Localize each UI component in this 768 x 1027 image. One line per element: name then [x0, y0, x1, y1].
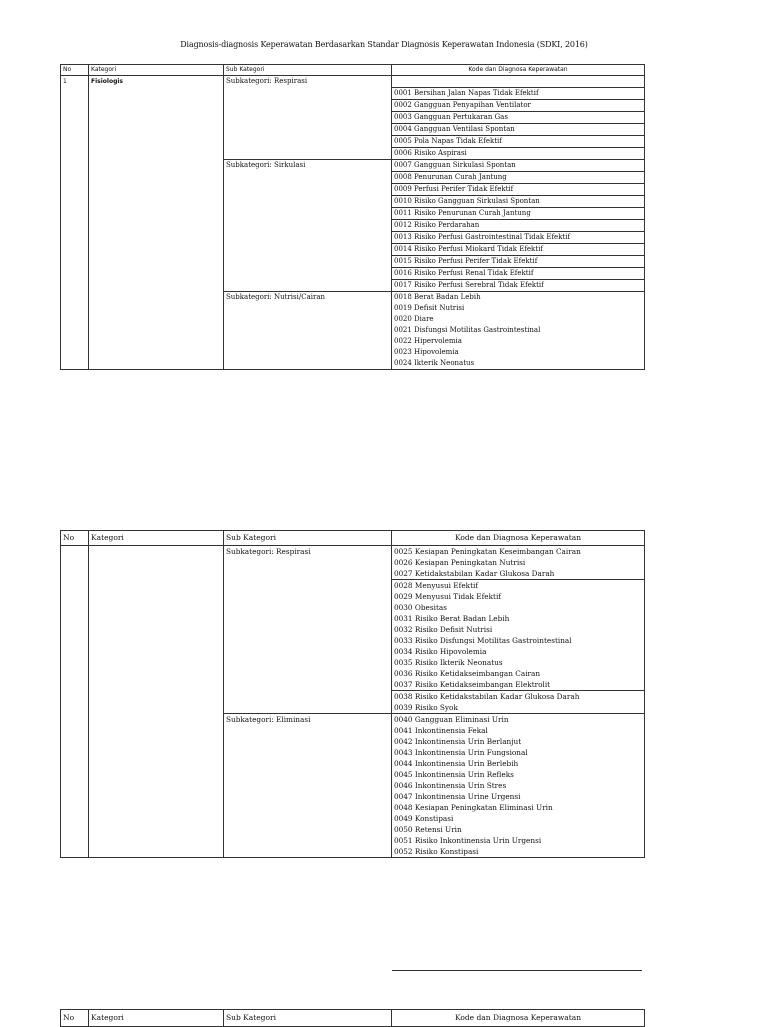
- signature-line: [392, 970, 642, 971]
- diagnosis-cell: 0013 Risiko Perfusi Gastrointestinal Tidak Efektif: [392, 232, 645, 244]
- table-row: [61, 546, 645, 558]
- diagnosis-cell: 0002 Gangguan Penyapihan Ventilator: [392, 100, 645, 112]
- diagnosis-cell: 0006 Risiko Aspirasi: [392, 148, 645, 160]
- subcategory-cell: Subkategori: Respirasi: [224, 546, 392, 714]
- diagnosis-cell: 0005 Pola Napas Tidak Efektif: [392, 136, 645, 148]
- diagnosis-cell: 0034 Risiko Hipovolemia: [392, 646, 645, 657]
- header-no: No: [61, 531, 89, 546]
- diagnosis-cell: 0020 Diare: [392, 314, 645, 325]
- diagnosis-cell: 0042 Inkontinensia Urin Berlanjut: [392, 736, 645, 747]
- table-header-row: [61, 531, 645, 546]
- diagnosis-cell: 0033 Risiko Disfungsi Motilitas Gastrointestinal: [392, 635, 645, 646]
- diagnosis-cell: 0030 Obesitas: [392, 602, 645, 613]
- subcategory-cell: Subkategori: Nutrisi/Cairan: [224, 292, 392, 370]
- diagnosis-cell: 0027 Ketidakstabilan Kadar Glukosa Darah: [392, 568, 645, 580]
- diagnosis-cell: 0026 Kesiapan Peningkatan Nutrisi: [392, 557, 645, 568]
- header-kode-diagnosa: Kode dan Diagnosa Keperawatan: [392, 531, 645, 546]
- diagnosis-cell: 0041 Inkontinensia Fekal: [392, 725, 645, 736]
- subcategory-cell: Subkategori: Sirkulasi: [224, 160, 392, 292]
- diagnosis-cell: [392, 76, 645, 88]
- diagnosis-cell: 0038 Risiko Ketidakstabilan Kadar Glukosa Darah: [392, 691, 645, 703]
- diagnosis-cell: 0025 Kesiapan Peningkatan Keseimbangan Cairan: [392, 546, 645, 558]
- diagnosis-cell: 0021 Disfungsi Motilitas Gastrointestinal: [392, 325, 645, 336]
- category-cell: Fisiologis: [89, 76, 224, 370]
- diagnosis-cell: 0016 Risiko Perfusi Renal Tidak Efektif: [392, 268, 645, 280]
- diagnosis-cell: 0024 Ikterik Neonatus: [392, 358, 645, 370]
- header-sub-kategori: Sub Kategori: [224, 531, 392, 546]
- header-kode-diagnosa: Kode dan Diagnosa Keperawatan: [392, 65, 645, 76]
- category-cell: [89, 546, 224, 858]
- diagnosis-cell: 0045 Inkontinensia Urin Refleks: [392, 769, 645, 780]
- diagnosis-cell: 0015 Risiko Perfusi Perifer Tidak Efektif: [392, 256, 645, 268]
- diagnosis-cell: 0008 Penurunan Curah Jantung: [392, 172, 645, 184]
- diagnosis-table-2: [60, 530, 645, 858]
- header-sub-kategori: Sub Kategori: [224, 65, 392, 76]
- diagnosis-cell: 0040 Gangguan Eliminasi Urin: [392, 714, 645, 726]
- diagnosis-cell: 0010 Risiko Gangguan Sirkulasi Spontan: [392, 196, 645, 208]
- diagnosis-cell: 0022 Hipervolemia: [392, 336, 645, 347]
- diagnosis-cell: 0048 Kesiapan Peningkatan Eliminasi Urin: [392, 802, 645, 813]
- diagnosis-cell: 0019 Defisit Nutrisi: [392, 303, 645, 314]
- diagnosis-cell: 0037 Risiko Ketidakseimbangan Elektrolit: [392, 679, 645, 691]
- diagnosis-cell: 0009 Perfusi Perifer Tidak Efektif: [392, 184, 645, 196]
- diagnosis-cell: 0012 Risiko Perdarahan: [392, 220, 645, 232]
- header-no: No: [61, 1010, 89, 1027]
- diagnosis-cell: 0003 Gangguan Pertukaran Gas: [392, 112, 645, 124]
- page-title: Diagnosis-diagnosis Keperawatan Berdasarkan Standar Diagnosis Keperawatan Indonesia (SDKI, 2016): [180, 40, 588, 49]
- header-no: No: [61, 65, 89, 76]
- row-number: [61, 546, 89, 858]
- table-body: [61, 76, 645, 370]
- diagnosis-cell: 0001 Bersihan Jalan Napas Tidak Efektif: [392, 88, 645, 100]
- diagnosis-cell: 0011 Risiko Penurunan Curah Jantung: [392, 208, 645, 220]
- diagnosis-cell: 0039 Risiko Syok: [392, 702, 645, 714]
- header-kategori: Kategori: [89, 65, 224, 76]
- diagnosis-cell: 0031 Risiko Berat Badan Lebih: [392, 613, 645, 624]
- diagnosis-cell: 0036 Risiko Ketidakseimbangan Cairan: [392, 668, 645, 679]
- diagnosis-cell: 0044 Inkontinensia Urin Berlebih: [392, 758, 645, 769]
- header-kategori: Kategori: [89, 531, 224, 546]
- diagnosis-cell: 0004 Gangguan Ventilasi Spontan: [392, 124, 645, 136]
- diagnosis-cell: 0018 Berat Badan Lebih: [392, 292, 645, 304]
- diagnosis-cell: 0051 Risiko Inkontinensia Urin Urgensi: [392, 835, 645, 846]
- diagnosis-cell: 0017 Risiko Perfusi Serebral Tidak Efektif: [392, 280, 645, 292]
- header-kode-diagnosa: Kode dan Diagnosa Keperawatan: [392, 1010, 645, 1027]
- diagnosis-cell: 0049 Konstipasi: [392, 813, 645, 824]
- diagnosis-cell: 0032 Risiko Defisit Nutrisi: [392, 624, 645, 635]
- diagnosis-cell: 0050 Retensi Urin: [392, 824, 645, 835]
- diagnosis-cell: 0028 Menyusui Efektif: [392, 580, 645, 592]
- diagnosis-cell: 0035 Risiko Ikterik Neonatus: [392, 657, 645, 668]
- header-sub-kategori: Sub Kategori: [224, 1010, 392, 1027]
- diagnosis-cell: 0043 Inkontinensia Urin Fungsional: [392, 747, 645, 758]
- row-number: 1: [61, 76, 89, 370]
- diagnosis-cell: 0007 Gangguan Sirkulasi Spontan: [392, 160, 645, 172]
- subcategory-cell: Subkategori: Eliminasi: [224, 714, 392, 858]
- subcategory-cell: Subkategori: Respirasi: [224, 76, 392, 160]
- table-body: [61, 546, 645, 858]
- diagnosis-cell: 0046 Inkontinensia Urin Stres: [392, 780, 645, 791]
- table-header-row: [61, 65, 645, 76]
- diagnosis-cell: 0052 Risiko Konstipasi: [392, 846, 645, 858]
- table-row: [61, 76, 645, 88]
- diagnosis-table-1: [60, 64, 645, 370]
- diagnosis-cell: 0029 Menyusui Tidak Efektif: [392, 591, 645, 602]
- header-kategori: Kategori: [89, 1010, 224, 1027]
- diagnosis-table-3: [60, 1009, 645, 1027]
- diagnosis-cell: 0023 Hipovolemia: [392, 347, 645, 358]
- diagnosis-cell: 0014 Risiko Perfusi Miokard Tidak Efektif: [392, 244, 645, 256]
- diagnosis-cell: 0047 Inkontinensia Urine Urgensi: [392, 791, 645, 802]
